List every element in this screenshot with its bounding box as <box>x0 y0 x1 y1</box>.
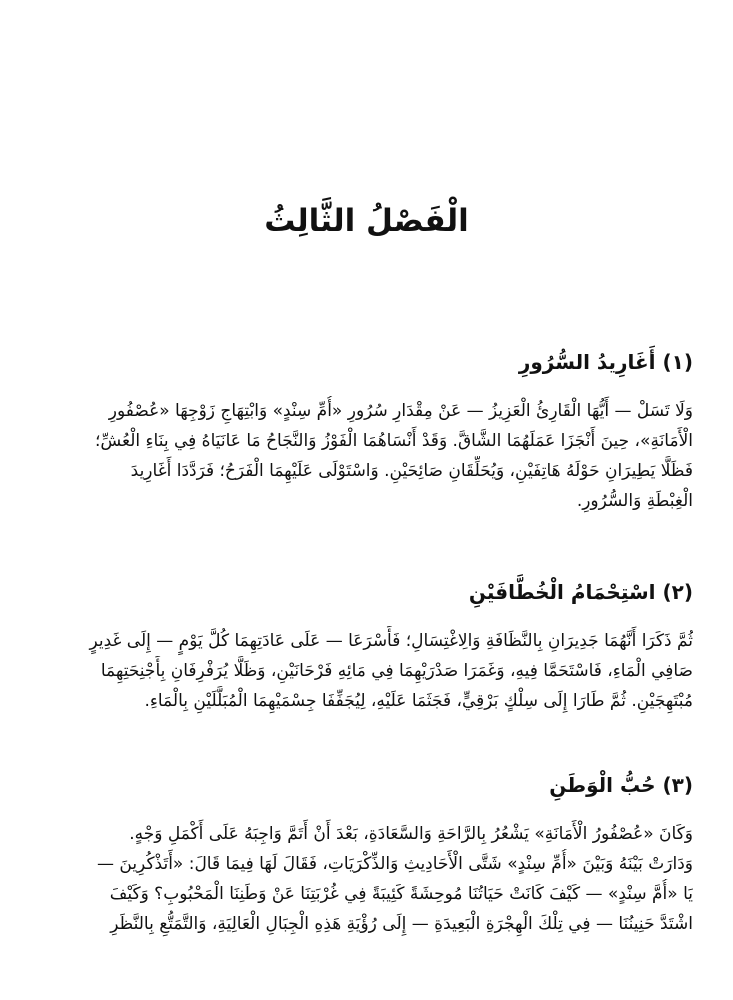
paragraph-line: وَلَا تَسَلْ — أَيُّهَا الْقَارِئُ الْعَزِيزُ — عَنْ مِقْدَارِ سُرُورِ «أُمِّ سِنْدٍ» وَابْتِهَاجِ زَوْجِهَا «عُصْفُورِ <box>108 401 693 421</box>
section-paragraph <box>38 626 693 716</box>
section-swallows-bath <box>38 572 693 716</box>
section-heading: (٢) اسْتِحْمَامُ الْخُطَّافَيْنِ <box>468 580 693 604</box>
section-heading: (٣) حُبُّ الْوَطَنِ <box>549 773 693 797</box>
paragraph-line: الْأَمَانَةِ»، حِينَ أَنْجَزَا عَمَلَهُمَا الشَّاقَّ. وَقَدْ أَنْسَاهُمَا الْفَوْزُ وَالنَّجَاحُ مَا عَانَيَاهُ فِي بِنَاءِ الْعُشِّ؛ <box>94 431 693 451</box>
paragraph-line: يَا «أُمَّ سِنْدٍ» — كَيْفَ كَانَتْ حَيَاتُنَا مُوحِشَةً كَئِيبَةً فِي غُرْبَتِنَا عَنْ وَطَنِنَا الْمَحْبُوبِ؟ وَكَيْفَ <box>109 884 693 904</box>
paragraph-line: وَكَانَ «عُصْفُورُ الْأَمَانَةِ» يَشْعُرُ بِالرَّاحَةِ وَالسَّعَادَةِ، بَعْدَ أَنْ أَتَمَّ وَاجِبَهُ عَلَى أَكْمَلِ وَجْهٍ. <box>129 824 693 844</box>
paragraph-line: ثُمَّ ذَكَرَا أَنَّهُمَا جَدِيرَانِ بِالنَّظَافَةِ وَالِاغْتِسَالِ؛ فَأَسْرَعَا — عَلَى عَادَتِهِمَا كُلَّ يَوْمٍ — إِلَى غَدِيرٍ <box>89 631 693 651</box>
paragraph-line: وَدَارَتْ بَيْنَهُ وَبَيْنَ «أُمِّ سِنْدٍ» شَتَّى الْأَحَادِيثِ وَالذِّكْرَيَاتِ، فَقَالَ لَهَا فِيمَا قَالَ: «أَتَذْكُرِينَ — <box>96 854 693 874</box>
paragraph-line: فَظَلَّا يَطِيرَانِ حَوْلَهُ هَاتِفَيْنِ، وَيُحَلِّقَانِ صَائِحَيْنِ. وَاسْتَوْلَى عَلَيْهِمَا الْفَرَحُ؛ فَرَدَّدَا أَغَارِيدَ <box>130 461 693 481</box>
paragraph-line: مُبْتَهِجَيْنِ. ثُمَّ طَارَا إِلَى سِلْكٍ بَرْقِيٍّ، فَجَثَمَا عَلَيْهِ، لِيُجَفِّفَا جِسْمَيْهِمَا الْمُبَلَّلَيْنِ بِالْمَاءِ. <box>144 691 693 711</box>
chapter-title: الْفَصْلُ الثَّالِثُ <box>264 203 469 239</box>
section-heading: (١) أَغَارِيدُ السُّرُورِ <box>518 350 693 374</box>
paragraph-line: الْغِبْطَةِ وَالسُّرُورِ. <box>576 491 693 511</box>
paragraph-line: صَافِي الْمَاءِ، فَاسْتَحَمَّا فِيهِ، وَغَمَرَا صَدْرَيْهِمَا فِي مَائِهِ فَرْحَانَيْنِ، وَظَلَّا يُرَفْرِفَانِ بِأَجْنِحَتِهِمَا <box>100 661 693 681</box>
paragraph-line: اشْتَدَّ حَنِينُنَا — فِي تِلْكَ الْهِجْرَةِ الْبَعِيدَةِ — إِلَى رُؤْيَةِ هَذِهِ الْجِبَالِ الْعَالِيَةِ، وَالتَّمَتُّعِ بِالنَّظَرِ <box>110 914 693 934</box>
section-paragraph <box>38 396 693 516</box>
section-love-of-homeland <box>38 765 693 939</box>
section-paragraph <box>38 819 693 939</box>
section-joy-songs <box>38 342 693 516</box>
